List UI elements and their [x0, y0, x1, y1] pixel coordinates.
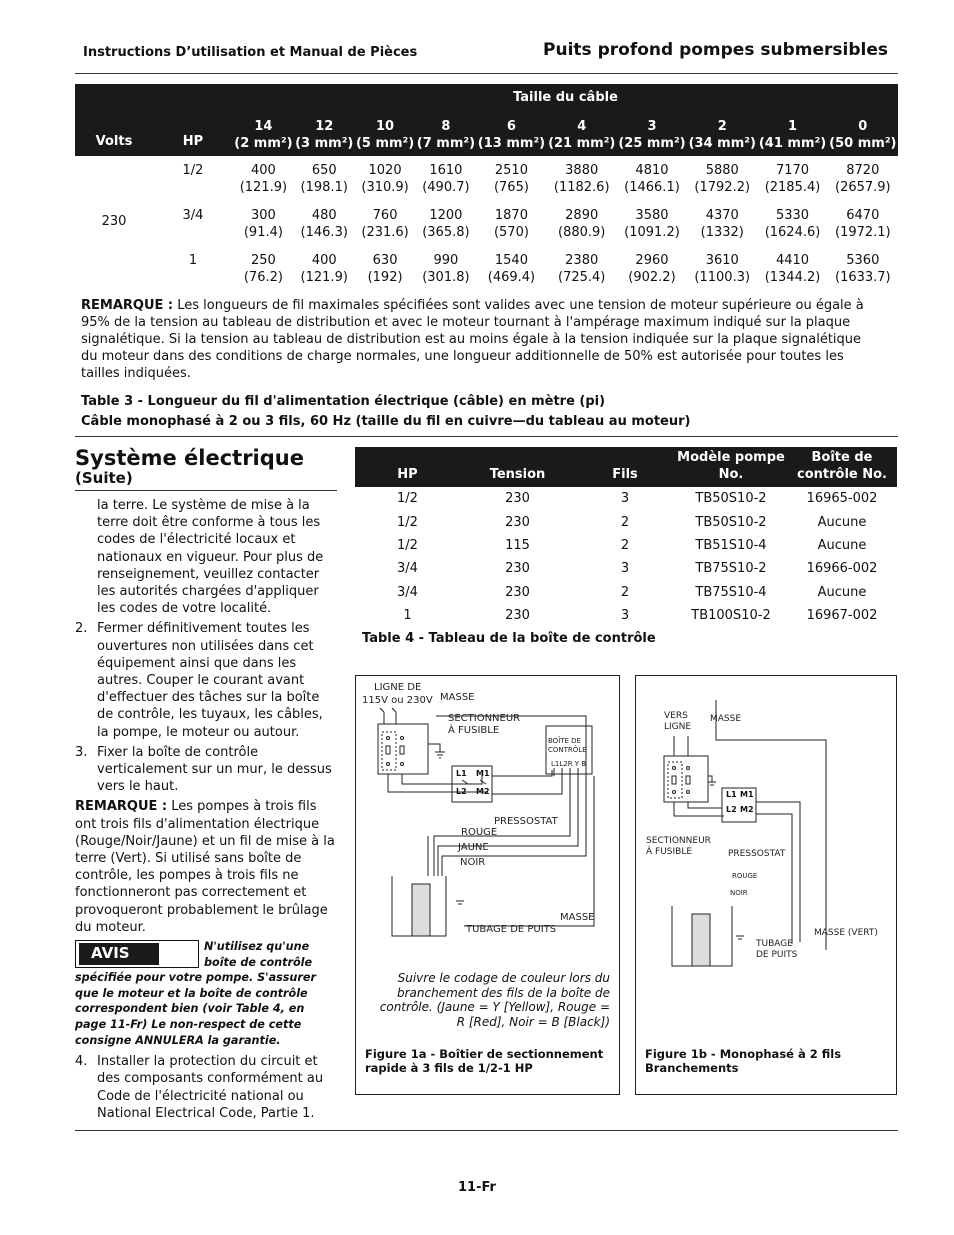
length-ft: 3610: [705, 253, 739, 268]
length-ft: 3880: [565, 163, 599, 178]
length-cell: [294, 252, 355, 286]
hp-cell: 3/4: [182, 208, 204, 223]
length-ft: 5880: [705, 163, 739, 178]
table-3-wire-length: [75, 84, 898, 286]
length-cell: [828, 156, 898, 196]
length-m: (365.8): [422, 225, 470, 240]
length-cell: [415, 207, 476, 241]
length-m: (1792.2): [694, 180, 751, 195]
fig1b-caption: Figure 1b - Monophasé à 2 fils Branchements: [645, 1047, 842, 1075]
length-m: (765): [493, 180, 529, 195]
table-3-size-header: [294, 110, 355, 156]
table-3-size-header: [476, 110, 546, 156]
length-ft: 990: [433, 253, 459, 268]
size-mm: (34 mm²): [688, 136, 756, 151]
table-cell: 1/2: [397, 514, 418, 530]
length-m: (310.9): [361, 180, 409, 195]
length-ft: 4810: [635, 163, 669, 178]
length-m: (1091.2): [624, 225, 680, 240]
list-text: Fermer définitivement toutes les ouvertures non utilisées dans cet équipement ainsi que dans les autres. Couper le courant avant d'effectuer des tâches sur la boîte de contrôle, les tuyaux, les câbles, la pompe, le moteur ou autour.: [97, 621, 323, 740]
fig1a-caption: Figure 1a - Boîtier de sectionnement rapide à 3 fils de 1/2-1 HP: [365, 1047, 604, 1075]
length-cell: [828, 252, 898, 286]
table-4-col-model: Modèle pompe No.: [675, 447, 787, 487]
table-cell: 1/2: [397, 491, 418, 507]
table-cell: 2: [620, 584, 630, 600]
table-cell: TB50S10-2: [695, 514, 767, 530]
length-cell: [687, 252, 757, 286]
length-cell: [355, 252, 416, 286]
table-4-body: [355, 487, 897, 627]
length-ft: 400: [311, 253, 337, 268]
length-m: (1633.7): [835, 270, 891, 285]
hp-cell: 1: [188, 253, 198, 268]
length-m: (469.4): [487, 270, 536, 285]
table-cell: 230: [505, 561, 530, 577]
figure-1a: [355, 675, 620, 1095]
spacer-cell: [153, 241, 898, 252]
table-3-size-header: [415, 110, 476, 156]
list-text: Installer la protection du circuit et des composants conformément au Code de l'électricité national ou National Electrical Code, Partie 1.: [97, 1054, 324, 1121]
length-ft: 5360: [846, 253, 880, 268]
length-ft: 480: [311, 208, 337, 223]
length-cell: [415, 252, 476, 286]
length-cell: [617, 252, 687, 286]
table-row: [355, 487, 897, 510]
length-ft: 300: [251, 208, 276, 223]
length-ft: 6470: [846, 208, 880, 223]
size-awg: 10: [376, 119, 395, 134]
fig1a-l1: L1: [456, 769, 467, 778]
fig1b-masse-vert: MASSE (VERT): [814, 928, 878, 938]
list-number: 3.: [75, 744, 88, 760]
table-cell: 1: [403, 608, 412, 624]
table-cell: 2: [620, 514, 630, 530]
table-cell: 3/4: [397, 561, 418, 577]
fig1b-tubage-2: DE PUITS: [756, 950, 798, 960]
list-text: Fixer la boîte de contrôle verticalement sur un mur, le dessus vers le haut.: [97, 744, 332, 795]
length-cell: [355, 156, 416, 196]
size-awg: 0: [858, 119, 868, 134]
remark-text: Les longueurs de fil maximales spécifiées sont valides avec une tension de moteur supérieure ou égale à 95% de la tension au tableau de distribution et avec le moteur tournant à l'ampérage maximum indiqué sur la plaque signalétique. Si la tension au tableau de distribution est au moins égale à la tension indiquée sur la plaque signalétique du moteur dans des conditions de charge normales, une longueur additionnelle de 50% est autorisée pour toutes les tailles indiquées.: [81, 298, 864, 381]
fig1a-sectionneur-1: SECTIONNEUR: [448, 713, 521, 724]
table-cell: 230: [505, 608, 530, 624]
length-cell: [233, 156, 294, 196]
fig1a-tubage: TUBAGE DE PUITS: [466, 924, 557, 935]
section-title: Système électrique: [75, 446, 304, 470]
length-m: (2185.4): [764, 180, 821, 195]
page-number: 11-Fr: [458, 1180, 496, 1195]
table-4-control-box: [355, 447, 897, 627]
hp-cell: 1/2: [182, 163, 204, 178]
size-mm: (25 mm²): [618, 136, 686, 151]
size-awg: 6: [506, 119, 516, 134]
length-m: (231.6): [361, 225, 409, 240]
length-ft: 1610: [429, 163, 463, 178]
table-cell: 230: [505, 514, 530, 530]
size-mm: (41 mm²): [758, 136, 827, 151]
fig1a-pressostat: PRESSOSTAT: [494, 816, 558, 827]
size-mm: (7 mm²): [416, 136, 476, 151]
table-cell: Aucune: [817, 514, 867, 530]
length-m: (490.7): [422, 180, 470, 195]
fig1a-masse-2: MASSE: [560, 912, 595, 923]
table-3-size-header: [547, 110, 617, 156]
table-3-group-header: Taille du câble: [233, 84, 898, 110]
table-3-size-header: [828, 110, 898, 156]
fig1a-l2: L2: [456, 787, 467, 796]
fig1a-noir: NOIR: [460, 857, 486, 868]
fig1b-sectionneur-2: À FUSIBLE: [646, 847, 693, 857]
size-mm: (2 mm²): [234, 136, 293, 151]
length-cell: [233, 252, 294, 286]
size-awg: 14: [254, 119, 273, 134]
table-cell: 3: [620, 561, 630, 577]
fig1a-ligne: LIGNE DE: [374, 682, 422, 693]
table-row: [75, 207, 898, 241]
table-cell: TB50S10-2: [695, 491, 767, 507]
fig1a-m2: M2: [476, 787, 490, 796]
table-4-col-hp: HP: [355, 447, 460, 487]
length-ft: 2380: [565, 253, 599, 268]
fig1b-m2: M2: [740, 805, 754, 814]
length-m: (1466.1): [624, 180, 680, 195]
length-m: (1182.6): [553, 180, 610, 195]
table-row: [355, 510, 897, 533]
length-cell: [547, 156, 617, 196]
length-cell: [294, 207, 355, 241]
table-3-subcaption: Câble monophasé à 2 ou 3 fils, 60 Hz (taille du fil en cuivre—du tableau au moteur): [81, 414, 691, 429]
length-cell: [828, 207, 898, 241]
fig1a-m1: M1: [476, 769, 490, 778]
length-m: (198.1): [300, 180, 348, 195]
wiring-diagram-1a: [356, 676, 621, 976]
header-rule: [75, 73, 898, 74]
length-m: (1344.2): [764, 270, 821, 285]
fig1b-noir: NOIR: [730, 889, 748, 897]
length-ft: 2890: [565, 208, 599, 223]
length-cell: [757, 207, 827, 241]
figure-1b: [635, 675, 897, 1095]
list-item-3: [75, 744, 337, 796]
length-m: (91.4): [243, 225, 283, 240]
length-m: (1972.1): [835, 225, 891, 240]
length-cell: [757, 156, 827, 196]
fig1a-rouge: ROUGE: [461, 827, 498, 838]
length-ft: 2960: [635, 253, 669, 268]
table-cell: 3: [620, 608, 630, 624]
section-subtitle: (Suite): [75, 469, 133, 487]
table-row: [75, 252, 898, 286]
fig1a-volt: 115V ou 230V: [362, 695, 433, 706]
length-ft: 8720: [846, 163, 880, 178]
table-3-size-header: [233, 110, 294, 156]
avis-label: AVIS: [79, 943, 159, 965]
table-cell: 3/4: [397, 584, 418, 600]
size-mm: (3 mm²): [295, 136, 354, 151]
table-3-col-hp: HP: [153, 110, 233, 156]
length-ft: 1020: [368, 163, 402, 178]
fig1b-vers: VERS: [664, 711, 688, 721]
length-m: (2657.9): [835, 180, 891, 195]
table-3-spacer: [75, 196, 898, 207]
length-cell: [687, 207, 757, 241]
length-m: (192): [367, 270, 403, 285]
table-cell: Aucune: [817, 584, 867, 600]
table-4-col-fils: Fils: [575, 447, 675, 487]
left-column-text: [75, 497, 337, 1122]
fig1b-l2: L2: [726, 805, 737, 814]
length-ft: 7170: [775, 163, 810, 178]
length-cell: [415, 156, 476, 196]
remark-label: REMARQUE :: [75, 799, 168, 815]
table-4-caption: Table 4 - Tableau de la boîte de contrôle: [362, 631, 656, 646]
table-3-header-row: [75, 110, 898, 156]
length-m: (301.8): [422, 270, 470, 285]
length-ft: 4370: [705, 208, 739, 223]
length-m: (902.2): [628, 270, 676, 285]
list-number: 2.: [75, 621, 88, 637]
length-cell: [294, 156, 355, 196]
length-cell: [547, 207, 617, 241]
length-m: (146.3): [300, 225, 348, 240]
fig1b-m1: M1: [740, 790, 754, 799]
table-3-remark: [81, 297, 881, 382]
list-item-4: [75, 1053, 337, 1122]
length-ft: 3580: [635, 208, 669, 223]
table-4-col-control-box: Boîte de contrôle No.: [787, 447, 897, 487]
table-3-size-header: [687, 110, 757, 156]
remark-paragraph: [75, 798, 337, 936]
section-title-rule: [75, 490, 337, 491]
length-m: (76.2): [243, 270, 283, 285]
size-awg: 1: [787, 119, 798, 134]
fig1a-terminals: L1L2R Y B: [551, 760, 587, 768]
length-ft: 250: [251, 253, 276, 268]
table-row: [355, 604, 897, 627]
size-mm: (21 mm²): [548, 136, 616, 151]
table-3-size-header: [355, 110, 416, 156]
fig1a-boite-1: BOÎTE DE: [548, 737, 581, 745]
length-cell: [617, 156, 687, 196]
table-cell: 115: [505, 537, 530, 553]
table-3-caption: Table 3 - Longueur du fil d'alimentation électrique (câble) en mètre (pi): [81, 394, 606, 409]
fig1b-masse: MASSE: [710, 714, 742, 724]
table-cell: Aucune: [817, 537, 867, 553]
length-cell: [617, 207, 687, 241]
length-ft: 760: [372, 208, 398, 223]
length-m: (1332): [700, 225, 744, 240]
table-cell: 16966-002: [806, 561, 878, 577]
table-3-size-header: [757, 110, 827, 156]
length-m: (570): [493, 225, 529, 240]
fig1a-boite-2: CONTRÔLE: [548, 746, 587, 754]
table-row: [355, 581, 897, 604]
fig1b-sectionneur-1: SECTIONNEUR: [646, 836, 711, 846]
length-cell: [476, 207, 546, 241]
avis-notice: [75, 939, 337, 1048]
fig1a-masse: MASSE: [440, 692, 475, 703]
fig1b-ligne: LIGNE: [664, 722, 692, 732]
remark-label: REMARQUE :: [81, 298, 174, 313]
table-3-col-volts: Volts: [75, 110, 153, 156]
fig1b-pressostat: PRESSOSTAT: [728, 849, 786, 859]
intro-paragraph: la terre. Le système de mise à la terre doit être conforme à tous les codes de l'électricité locaux et nationaux en vigueur. Pour plus de renseignement, veuillez contacter les autorités chargées d'appliquer les codes de votre localité.: [97, 498, 324, 617]
table-cell: 3: [620, 491, 630, 507]
table-3-size-header: [617, 110, 687, 156]
header-right-title: Puits profond pompes submersibles: [543, 40, 888, 60]
size-awg: 8: [441, 119, 451, 134]
size-mm: (5 mm²): [355, 136, 415, 151]
table-cell: 230: [505, 491, 530, 507]
avis-text: N'utilisez qu'une boîte de contrôle spécifiée pour votre pompe. S'assurer que le moteur et la boîte de contrôle correspondent bien (voir Table 4, en page 11-Fr) Le non-respect de cette consigne ANNULERA la garantie.: [75, 940, 317, 1047]
list-item-2: [75, 620, 337, 740]
table-3-spacer: [75, 241, 898, 252]
wiring-diagram-1b: [636, 676, 898, 976]
spacer-cell: [153, 196, 898, 207]
length-m: (1624.6): [764, 225, 821, 240]
table-cell: TB51S10-4: [695, 537, 767, 553]
table-cell: 2: [620, 537, 630, 553]
length-cell: [476, 252, 546, 286]
length-ft: 650: [311, 163, 337, 178]
table-cell: TB75S10-2: [695, 561, 767, 577]
table-cell: 16967-002: [806, 608, 878, 624]
section-rule: [75, 436, 898, 437]
fig1b-l1: L1: [726, 790, 737, 799]
size-awg: 2: [717, 119, 727, 134]
length-ft: 2510: [494, 163, 528, 178]
table-row: [355, 534, 897, 557]
fig1a-jaune: JAUNE: [458, 842, 489, 853]
length-cell: [355, 207, 416, 241]
table-cell: 1/2: [397, 537, 418, 553]
table-4-col-tension: Tension: [460, 447, 575, 487]
table-row: [75, 156, 898, 196]
size-awg: 3: [647, 119, 657, 134]
length-m: (121.9): [239, 180, 288, 195]
length-m: (725.4): [558, 270, 606, 285]
table-cell: TB75S10-4: [695, 584, 767, 600]
fig1b-tubage-1: TUBAGE: [756, 939, 793, 949]
length-m: (880.9): [558, 225, 606, 240]
length-ft: 5330: [775, 208, 810, 223]
footer-rule: [75, 1130, 898, 1131]
length-ft: 1200: [429, 208, 463, 223]
remark-text: Les pompes à trois fils ont trois fils d'alimentation électrique (Rouge/Noir/Jaune) et un fil de mise à la terre (Vert). Si utilisé sans boîte de contrôle, les pompes à trois fils ne fonctionneront pas correctement et provoqueront probablement le brûlage du moteur.: [75, 799, 335, 935]
table-cell: TB100S10-2: [691, 608, 771, 624]
table-row: [355, 557, 897, 580]
avis-badge: [75, 940, 199, 968]
length-cell: [233, 207, 294, 241]
fig1b-rouge: ROUGE: [732, 872, 758, 880]
size-mm: (13 mm²): [477, 136, 546, 151]
list-number: 4.: [75, 1054, 88, 1070]
table-cell: 16965-002: [806, 491, 878, 507]
size-awg: 12: [315, 119, 334, 134]
length-ft: 400: [251, 163, 276, 178]
length-m: (121.9): [300, 270, 348, 285]
volts-cell: 230: [101, 213, 127, 229]
length-ft: 4410: [775, 253, 810, 268]
length-ft: 630: [372, 253, 398, 268]
fig1a-sectionneur-2: À FUSIBLE: [448, 725, 500, 736]
size-mm: (50 mm²): [829, 136, 897, 151]
table-4-header-row: [355, 447, 897, 487]
length-ft: 1870: [494, 208, 528, 223]
length-cell: [476, 156, 546, 196]
table-cell: 230: [505, 584, 530, 600]
length-ft: 1540: [494, 253, 528, 268]
length-cell: [547, 252, 617, 286]
length-cell: [757, 252, 827, 286]
length-cell: [687, 156, 757, 196]
table-3-body: [75, 156, 898, 286]
length-m: (1100.3): [694, 270, 751, 285]
header-left-title: Instructions D’utilisation et Manual de Pièces: [83, 45, 418, 60]
size-awg: 4: [577, 119, 587, 134]
fig1a-note: Suivre le codage de couleur lors du branchement des fils de la boîte de contrôle. (Jaune = Y [Yellow], Rouge = R [Red], Noir = B [Black]): [379, 971, 610, 1029]
